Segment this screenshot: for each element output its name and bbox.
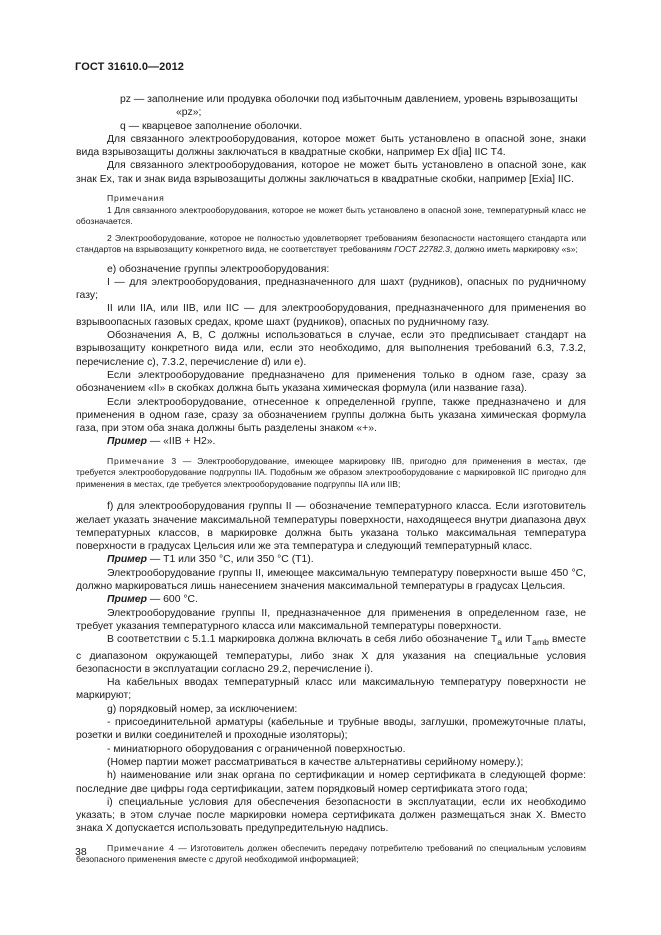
item-g-3: - миниатюрного оборудования с ограниченной поверхностью. xyxy=(107,743,406,755)
document-header: ГОСТ 31610.0—2012 xyxy=(75,61,185,73)
q-definition: q — кварцевое заполнение оболочки. xyxy=(120,120,303,132)
note-3-head: Примечание 3 xyxy=(107,455,177,466)
item-e-group-2: II или IIA, или IIB, или IIC — для электрооборудования, предназначенного для применения во взрывоопасных газовых средах, кроме шахт (рудников), опасных по рудничному газу. xyxy=(76,303,586,328)
example-3-text: — 600 °С. xyxy=(146,594,198,606)
note-3-text: — Электрооборудование, имеющее маркировку IIB, пригодно для применения в местах, где требуется электрооборудование подгруппы IIA. Подобным же образом электрооборудование с маркировкой IIC пригодно для применения в местах, где требуется электрооборудование подгруппы IIA или IIB; xyxy=(76,455,586,489)
item-g-1: g) порядковый номер, за исключением: xyxy=(107,703,298,715)
subscript-a: a xyxy=(497,637,503,648)
pz-definition-cont: «pz»; xyxy=(176,107,202,119)
paragraph-associated-1: Для связанного электрооборудования, которое может быть установлено в опасной зоне, знаки вида взрывозащиты должны заключаться в квадратные скобки, например Ex d[ia] IIC T4. xyxy=(76,133,586,159)
item-e-title: е) обозначение группы электрооборудования: xyxy=(107,263,330,275)
example-2-label: Пример xyxy=(107,554,147,566)
example-1-label: Пример xyxy=(107,436,147,448)
item-f-3: Электрооборудование группы II, предназначенное для применения в определенном газе, не требует указания температурного класса или максимальной температуры поверхности. xyxy=(76,607,586,632)
item-f-4-mid: или T xyxy=(502,634,533,646)
item-e-single-gas: Если электрооборудование предназначено для применения только в одном газе, сразу за обозначением «II» в скобках должна быть указана химическая формула (или название газа). xyxy=(76,369,586,395)
item-g-4: (Номер партии может рассматриваться в качестве альтернативы серийному номеру.); xyxy=(107,756,524,768)
example-1 xyxy=(76,435,586,448)
note-2 xyxy=(76,233,586,256)
pz-definition: pz — заполнение или продувка оболочки под избыточным давлением, уровень взрывозащиты xyxy=(120,94,578,105)
item-e-group-1: I — для электрооборудования, предназначенного для шахт (рудников), опасных по рудничному газу; xyxy=(76,276,586,302)
note-4 xyxy=(76,843,586,866)
note-4-text: — Изготовитель должен обеспечить передачу потребителю требований по специальным условиям безопасного применения вместе с другой необходимой информацией; xyxy=(76,842,586,865)
paragraph-associated-2: Для связанного электрооборудования, которое не может быть установлено в опасной зоне, как знак Ex, так и знак вида взрывозащиты должны заключаться в квадратные скобки, например [Exia] IIC. xyxy=(76,160,586,185)
item-e-abc: Обозначения А, В, С должны использоваться в случае, если это предписывает стандарт на взрывозащиту конкретного вида или, если это необходимо, для выполнения требований 6.3, 7.3.2, перечисление с), 7.3.2, перечисление d) или е). xyxy=(76,330,586,368)
note-2-reference: ГОСТ 22782.3 xyxy=(394,244,450,255)
item-g-2: - присоединительной арматуры (кабельные и трубные вводы, заглушки, промежуточные платы, розетки и вилки соединителей и проходные изоляторы); xyxy=(76,717,586,742)
example-3 xyxy=(76,593,586,606)
note-1: 1 Для связанного электрооборудования, которое не может быть установлено в опасной зоне, температурный класс не обозначается. xyxy=(76,204,586,227)
notes-heading: Примечания xyxy=(107,193,165,204)
note-3 xyxy=(76,456,586,491)
note-2-tail: , должно иметь маркировку «s»; xyxy=(449,244,578,255)
subscript-amb: amb xyxy=(532,637,549,648)
note-4-head: Примечание 4 xyxy=(107,842,175,853)
example-2-text: — Т1 или 350 °С, или 350 °С (Т1). xyxy=(146,554,314,566)
item-f-4 xyxy=(76,633,586,676)
item-f-4-text: В соответствии с 5.1.1 маркировка должна включать в себя либо обозначение T xyxy=(107,634,498,646)
item-f-1: f) для электрооборудования группы II — обозначение температурного класса. Если изготовитель желает указать значение максимальной температуры поверхности, находящееся внутри диапазона двух температурных классов, в маркировке должна быть указана только максимальная температура поверхности в градусах Цельсия или же эта температура и следующий температурный класс. xyxy=(76,501,586,553)
item-f-4-tail: вместе с диапазоном окружающей температуры, либо знак X для указания на специальные условия безопасности в эксплуатации согласно 29.2, перечисление i). xyxy=(76,634,586,675)
example-2 xyxy=(76,553,586,566)
item-f-5: На кабельных вводах температурный класс или максимальную температуру поверхности не маркируют; xyxy=(76,677,586,702)
note-2-text: 2 Электрооборудование, которое не полностью удовлетворяет требованиям безопасности настоящего стандарта или стандартов на взрывозащиту конкретного вида, не соответствует требованиям xyxy=(76,232,586,255)
example-3-label: Пример xyxy=(107,594,147,606)
item-i-1: i) специальные условия для обеспечения безопасности в эксплуатации, если их необходимо указать; в этом случае после маркировки номера сертификата должен размещаться знак X. Вместо знака X допускается использовать предупредительную надпись. xyxy=(76,796,586,835)
page-number: 38 xyxy=(75,846,87,858)
item-e-group-gas: Если электрооборудование, отнесенное к определенной группе, также предназначено и для применения в одном газе, сразу за обозначением группы должна быть указана химическая формула газа, при этом оба знака должны быть разделены знаком «+». xyxy=(76,396,586,435)
document-body xyxy=(76,93,586,866)
item-h-1: h) наименование или знак органа по сертификации и номер сертификата в следующей форме: последние две цифры года сертификации, затем порядковый номер сертификата этого года; xyxy=(76,770,586,795)
item-f-2: Электрооборудование группы II, имеющее максимальную температуру поверхности выше 450 °С, должно маркироваться лишь нанесением значения максимальной температуры в градусах Цельсия. xyxy=(76,567,586,593)
example-1-text: — «IIB + H2». xyxy=(146,436,216,448)
